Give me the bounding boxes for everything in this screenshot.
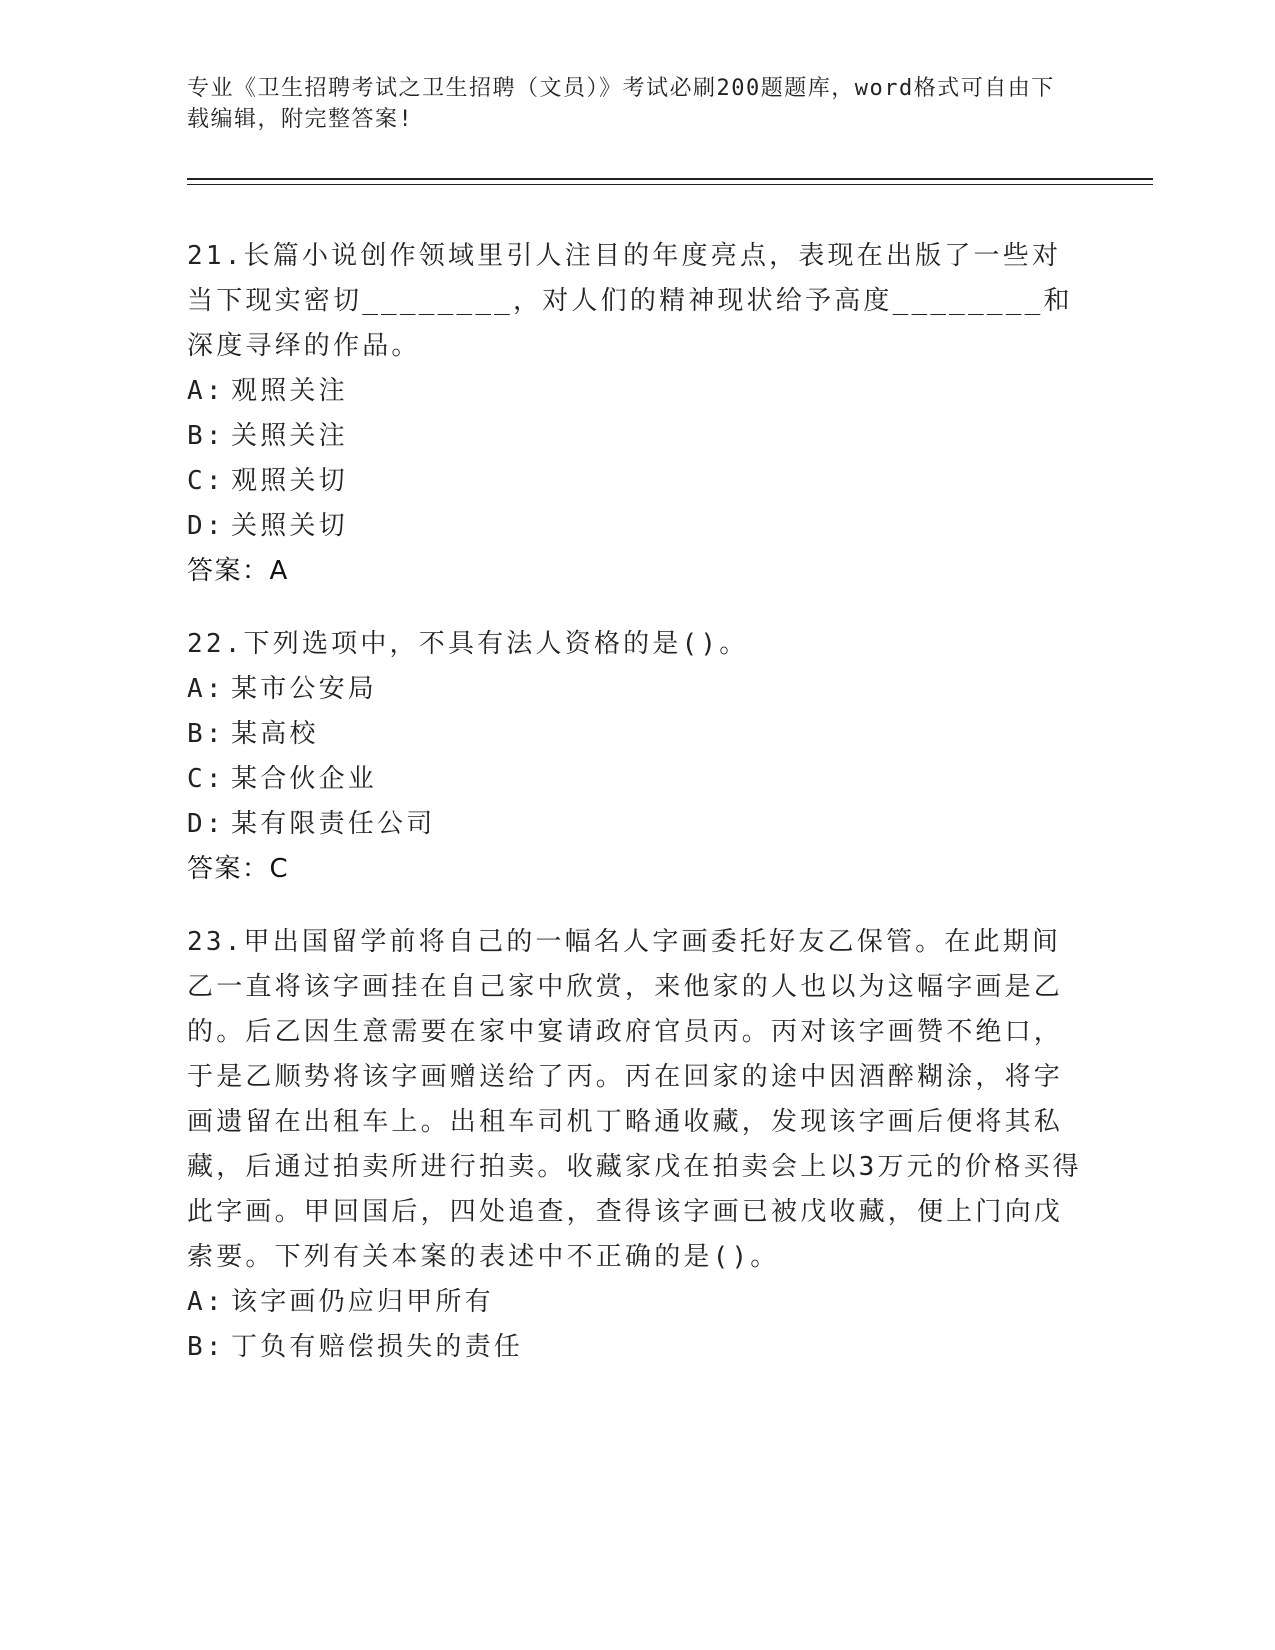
option-text: 某合伙企业	[231, 764, 378, 794]
option-a	[187, 1280, 1082, 1325]
option-letter: B:	[187, 1332, 225, 1362]
option-letter: A:	[187, 674, 225, 704]
question-22	[187, 622, 1082, 892]
header-divider	[187, 178, 1153, 180]
option-letter: D:	[187, 511, 225, 541]
document-header: 专业《卫生招聘考试之卫生招聘（文员）》考试必刷200题题库，word格式可自由下载编辑，附完整答案!	[187, 76, 1055, 132]
option-text: 关照关切	[231, 511, 348, 541]
option-text: 观照关注	[231, 376, 348, 406]
question-21	[187, 234, 1082, 594]
option-letter: C:	[187, 764, 225, 794]
option-letter: B:	[187, 421, 225, 451]
option-letter: B:	[187, 719, 225, 749]
option-text: 关照关注	[231, 421, 348, 451]
option-d	[187, 802, 1082, 847]
question-23	[187, 920, 1082, 1370]
option-b	[187, 1325, 1082, 1370]
option-a	[187, 667, 1082, 712]
question-list	[187, 234, 1082, 1398]
option-text: 某有限责任公司	[231, 809, 436, 839]
header-divider-thin	[187, 184, 1153, 185]
option-c	[187, 459, 1082, 504]
answer-label: 答案：C	[187, 854, 290, 884]
option-letter: A:	[187, 1287, 225, 1317]
option-c	[187, 757, 1082, 802]
question-stem: 21.长篇小说创作领域里引人注目的年度亮点，表现在出版了一些对当下现实密切________，对人们的精神现状给予高度________和深度寻绎的作品。	[187, 241, 1073, 361]
option-text: 某市公安局	[231, 674, 378, 704]
option-text: 观照关切	[231, 466, 348, 496]
option-text: 该字画仍应归甲所有	[231, 1287, 494, 1317]
option-text: 丁负有赔偿损失的责任	[231, 1332, 524, 1362]
question-stem: 22.下列选项中，不具有法人资格的是()。	[187, 629, 749, 659]
option-letter: D:	[187, 809, 225, 839]
option-b	[187, 414, 1082, 459]
option-b	[187, 712, 1082, 757]
option-letter: C:	[187, 466, 225, 496]
question-stem: 23.甲出国留学前将自己的一幅名人字画委托好友乙保管。在此期间乙一直将该字画挂在自己家中欣赏，来他家的人也以为这幅字画是乙的。后乙因生意需要在家中宴请政府官员丙。丙对该字画赞不绝口，于是乙顺势将该字画赠送给了丙。丙在回家的途中因酒醉糊涂，将字画遗留在出租车上。出租车司机丁略通收藏，发现该字画后便将其私藏，后通过拍卖所进行拍卖。收藏家戊在拍卖会上以3万元的价格买得此字画。甲回国后，四处追查，查得该字画已被戊收藏，便上门向戊索要。下列有关本案的表述中不正确的是()。	[187, 927, 1082, 1272]
option-letter: A:	[187, 376, 225, 406]
option-text: 某高校	[231, 719, 319, 749]
option-a	[187, 369, 1082, 414]
answer-label: 答案：A	[187, 556, 289, 586]
option-d	[187, 504, 1082, 549]
